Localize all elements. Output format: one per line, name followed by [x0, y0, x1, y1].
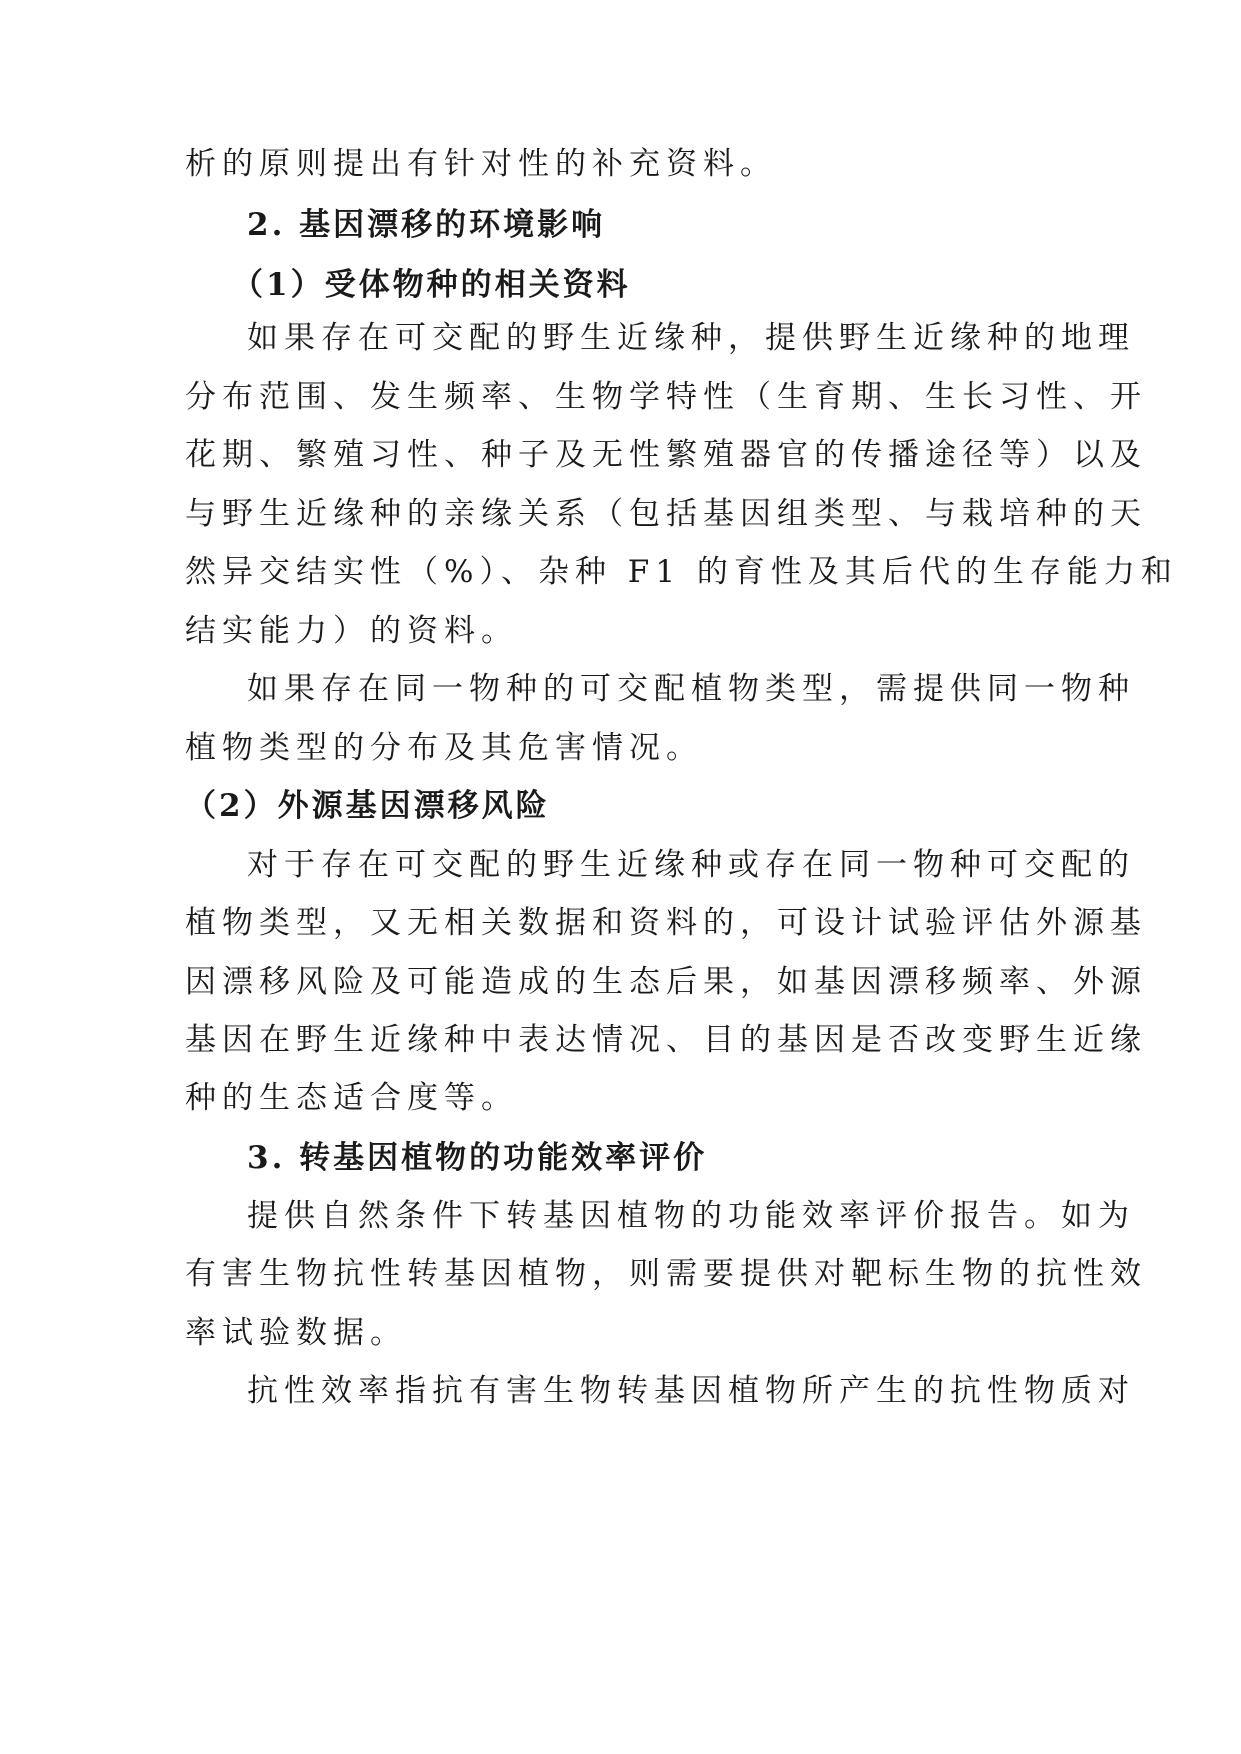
paragraph-line: 有害生物抗性转基因植物，则需要提供对靶标生物的抗性效 [185, 1256, 1147, 1292]
paragraph-line: 析的原则提出有针对性的补充资料。 [185, 146, 777, 182]
paragraph-line: 植物类型的分布及其危害情况。 [185, 730, 703, 766]
paragraph-line: 然异交结实性（%）、杂种 F1 的育性及其后代的生存能力和 [185, 554, 1178, 590]
section-heading: 2. 基因漂移的环境影响 [247, 207, 606, 243]
subsection-heading: （2）外源基因漂移风险 [185, 788, 550, 824]
paragraph-line: 率试验数据。 [185, 1315, 407, 1351]
paragraph-line: 如果存在同一物种的可交配植物类型，需提供同一物种 [247, 671, 1135, 707]
paragraph-line: 与野生近缘种的亲缘关系（包括基因组类型、与栽培种的天 [185, 496, 1147, 532]
paragraph-line: 结实能力）的资料。 [185, 613, 518, 649]
paragraph-line: 因漂移风险及可能造成的生态后果，如基因漂移频率、外源 [185, 964, 1147, 1000]
section-heading: 3. 转基因植物的功能效率评价 [247, 1140, 708, 1176]
subsection-heading: （1）受体物种的相关资料 [232, 267, 631, 303]
paragraph-line: 花期、繁殖习性、种子及无性繁殖器官的传播途径等）以及 [185, 437, 1147, 473]
paragraph-line: 如果存在可交配的野生近缘种，提供野生近缘种的地理 [247, 320, 1135, 356]
paragraph-line: 提供自然条件下转基因植物的功能效率评价报告。如为 [247, 1198, 1135, 1234]
paragraph-line: 种的生态适合度等。 [185, 1080, 518, 1116]
paragraph-line: 基因在野生近缘种中表达情况、目的基因是否改变野生近缘 [185, 1022, 1147, 1058]
paragraph-line: 分布范围、发生频率、生物学特性（生育期、生长习性、开 [185, 379, 1147, 415]
paragraph-line: 抗性效率指抗有害生物转基因植物所产生的抗性物质对 [247, 1373, 1135, 1409]
paragraph-line: 植物类型，又无相关数据和资料的，可设计试验评估外源基 [185, 905, 1147, 941]
paragraph-line: 对于存在可交配的野生近缘种或存在同一物种可交配的 [247, 847, 1135, 883]
